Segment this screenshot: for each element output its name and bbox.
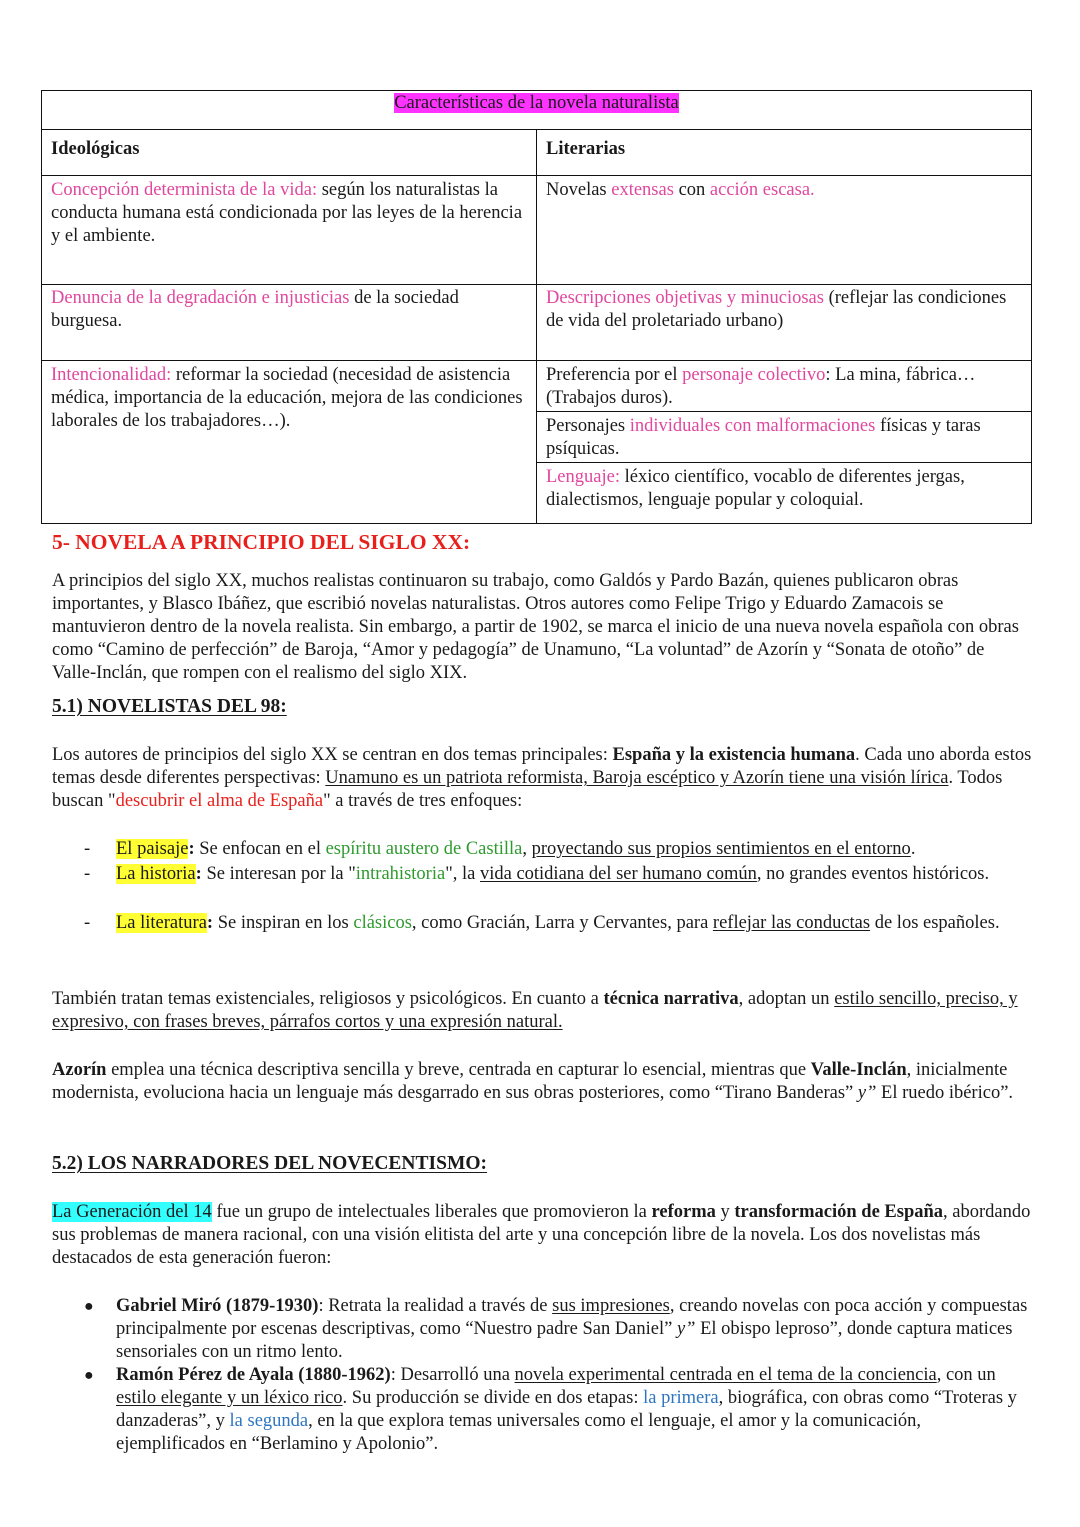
cell-text: Preferencia por el bbox=[546, 365, 683, 385]
underlined-text: reflejar las conductas bbox=[712, 913, 871, 933]
highlighted-text: El paisaje bbox=[116, 839, 189, 859]
bold-text: : bbox=[188, 839, 195, 859]
cell-text: según los naturalistas la conducta humana está condicionada por las leyes de la herencia y el ambiente. bbox=[51, 180, 523, 246]
text: " a través de tres enfoques: bbox=[323, 791, 523, 811]
bold-text: técnica narrativa bbox=[603, 989, 739, 1009]
section-52-paragraph-1 bbox=[52, 1201, 1032, 1270]
cell-keyword: Lenguaje: bbox=[546, 467, 620, 487]
bold-text: España y la existencia humana bbox=[612, 745, 856, 765]
green-text: clásicos bbox=[353, 913, 412, 933]
cell-keyword: personaje colectivo bbox=[682, 365, 826, 385]
text: de los españoles. bbox=[870, 913, 1000, 933]
text: ", la bbox=[445, 864, 480, 884]
cell-text: reformar la sociedad (necesidad de asistencia médica, importancia de la educación, mejora de las condiciones laborales de los trabajadores…). bbox=[51, 365, 523, 431]
bullet-marker: ● bbox=[84, 1367, 94, 1384]
bullet-marker: ● bbox=[84, 1298, 94, 1315]
text: , en la que explora temas universales como el lenguaje, el amor y la comunicación, ejemplificados en “Berlamino y Apolonio”. bbox=[116, 1411, 921, 1454]
cell-keyword: Intencionalidad: bbox=[51, 365, 172, 385]
bold-text: transformación de España bbox=[734, 1202, 944, 1222]
text: emplea una técnica descriptiva sencilla y breve, centrada en capturar lo esencial, mientras que bbox=[106, 1060, 811, 1080]
section-51-paragraph-1 bbox=[52, 744, 1032, 813]
section-51-heading: 5.1) NOVELISTAS DEL 98: bbox=[52, 696, 287, 717]
paragraph bbox=[52, 1059, 1032, 1105]
bold-text: Azorín bbox=[52, 1060, 107, 1080]
text: . Su producción se divide en dos etapas: bbox=[342, 1388, 644, 1408]
underlined-text: sus impresiones bbox=[552, 1296, 670, 1316]
cell-text: : La mina, fábrica… (Trabajos duros). bbox=[546, 365, 976, 408]
underlined-text: vida cotidiana del ser humano común bbox=[479, 864, 757, 884]
text: , inicialmente modernista, evoluciona hacia un lenguaje más desgarrado en sus obras posteriores, como “Tirano Banderas” bbox=[52, 1060, 1008, 1103]
table-cell bbox=[537, 361, 1032, 412]
underlined-text: proyectando sus propios sentimientos en el entorno bbox=[531, 839, 911, 859]
paragraph bbox=[52, 744, 1032, 813]
dash-marker: - bbox=[84, 913, 91, 933]
bold-text: Gabriel Miró (1879-1930) bbox=[116, 1296, 319, 1316]
table-cell bbox=[537, 176, 1032, 285]
section-52-heading: 5.2) LOS NARRADORES DEL NOVECENTISMO: bbox=[52, 1153, 488, 1174]
section-5-heading-block bbox=[52, 531, 1032, 554]
cell-text: Personajes bbox=[546, 416, 630, 436]
cell-keyword: individuales con malformaciones bbox=[629, 416, 876, 436]
cell-keyword: Descripciones objetivas y minuciosas bbox=[546, 288, 824, 308]
blue-text: la primera bbox=[643, 1388, 719, 1408]
cell-text: Novelas bbox=[546, 180, 612, 200]
highlighted-text: La Generación del 14 bbox=[52, 1202, 212, 1222]
cell-text: de la sociedad burguesa. bbox=[51, 288, 459, 331]
text: fue un grupo de intelectuales liberales que promovieron la bbox=[211, 1202, 652, 1222]
text: , creando novelas con poca acción y compuestas principalmente por escenas descriptivas, como “Nuestro padre San Daniel” bbox=[116, 1296, 1028, 1339]
section-5-heading: 5- NOVELA A PRINCIPIO DEL SIGLO XX: bbox=[52, 530, 471, 554]
red-text: descubrir el alma de España bbox=[115, 791, 324, 811]
table-caption-cell bbox=[42, 91, 1032, 130]
text: : Retrata la realidad a través de bbox=[318, 1296, 553, 1316]
list-item bbox=[52, 838, 1032, 861]
list-item bbox=[52, 912, 1032, 935]
bold-text: Ramón Pérez de Ayala (1880-1962) bbox=[116, 1365, 391, 1385]
section-5-intro bbox=[52, 570, 1032, 685]
bold-text: : bbox=[206, 913, 214, 933]
text: , como Gracián, Larra y Cervantes, para bbox=[411, 913, 713, 933]
text: El obispo leproso”, donde captura matices sensoriales con un ritmo lento. bbox=[116, 1319, 1013, 1362]
text: , biográfica, con obras como “Troteras y danzaderas”, y bbox=[116, 1388, 1017, 1431]
underlined-text: estilo elegante y un léxico rico bbox=[116, 1388, 343, 1408]
list-item bbox=[52, 863, 1032, 886]
section-5-paragraph: A principios del siglo XX, muchos realistas continuaron su trabajo, como Galdós y Pardo Bazán, quienes publicaron obras importantes, y Blasco Ibáñez, que escribió novelas naturalistas. Otros autores como Felipe Trigo y Eduardo Zamacois se mantuvieron dentro de la novela realista. Sin embargo, a partir de 1902, se marca el inicio de una nueva novela española con obras como “Camino de perfección” de Baroja, “Amor y pedagogía” de Unamuno, “La voluntad” de Azorín y “Sonata de otoño” de Valle-Inclán, que rompen con el realismo del siglo XIX. bbox=[52, 571, 1019, 683]
cell-text: físicas y taras psíquicas. bbox=[546, 416, 981, 459]
table-cell bbox=[42, 361, 537, 524]
text: , abordando sus problemas de manera racional, con una visión elitista del arte y una concepción libre de la novela. Los dos novelistas más destacados de esta generación fueron: bbox=[52, 1202, 1031, 1268]
section-51-heading-block bbox=[52, 695, 1032, 718]
text: , bbox=[522, 839, 532, 859]
text: . Todos buscan " bbox=[52, 768, 1003, 811]
text: , con un bbox=[936, 1365, 996, 1385]
bold-text: reforma bbox=[651, 1202, 716, 1222]
green-text: espíritu austero de Castilla bbox=[325, 839, 523, 859]
section-51-paragraph-2 bbox=[52, 988, 1032, 1034]
cell-text: con bbox=[673, 180, 710, 200]
table-cell bbox=[537, 285, 1032, 361]
underlined-text: estilo sencillo, preciso, y expresivo, con frases breves, párrafos cortos y una expresión natural. bbox=[52, 989, 1018, 1032]
blue-text: la segunda bbox=[229, 1411, 309, 1431]
text: El ruedo ibérico”. bbox=[876, 1083, 1014, 1103]
italic-text: y” bbox=[676, 1319, 696, 1339]
dash-marker: - bbox=[84, 839, 91, 859]
list-item bbox=[52, 1295, 1032, 1364]
highlighted-text: La literatura bbox=[116, 913, 207, 933]
col-header-ideologicas: Ideológicas bbox=[42, 130, 537, 176]
text: . Cada uno aborda estos temas desde diferentes perspectivas: bbox=[52, 745, 1032, 788]
cell-keyword: Denuncia de la degradación e injusticias bbox=[51, 288, 350, 308]
table-caption: Características de la novela naturalista bbox=[394, 93, 679, 113]
green-text: intrahistoria bbox=[355, 864, 446, 884]
cell-keyword: Concepción determinista de la vida: bbox=[51, 180, 318, 200]
cell-keyword: acción escasa. bbox=[709, 180, 815, 200]
text: Los autores de principios del siglo XX se centran en dos temas principales: bbox=[52, 745, 613, 765]
text: Se enfocan en el bbox=[194, 839, 326, 859]
paragraph bbox=[52, 988, 1032, 1034]
text: , no grandes eventos históricos. bbox=[756, 864, 990, 884]
text: Se inspiran en los bbox=[213, 913, 354, 933]
table-cell bbox=[42, 285, 537, 361]
underlined-text: novela experimental centrada en el tema de la conciencia bbox=[514, 1365, 937, 1385]
col-header-literarias: Literarias bbox=[537, 130, 1032, 176]
underlined-text: Unamuno es un patriota reformista, Baroja escéptico y Azorín tiene una visión lírica bbox=[325, 768, 949, 788]
cell-keyword: extensas bbox=[611, 180, 674, 200]
section-52-heading-block bbox=[52, 1152, 1032, 1175]
table-cell bbox=[537, 412, 1032, 463]
text: . bbox=[910, 839, 916, 859]
paragraph bbox=[52, 1201, 1032, 1270]
bold-text: : bbox=[195, 864, 202, 884]
bold-text: Valle-Inclán bbox=[810, 1060, 907, 1080]
text: Se interesan por la " bbox=[201, 864, 356, 884]
italic-text: y” bbox=[857, 1083, 877, 1103]
list-item bbox=[52, 1364, 1032, 1456]
highlighted-text: La historia bbox=[116, 864, 196, 884]
text: También tratan temas existenciales, religiosos y psicológicos. En cuanto a bbox=[52, 989, 604, 1009]
dash-marker: - bbox=[84, 864, 91, 884]
cell-text: (reflejar las condiciones de vida del proletariado urbano) bbox=[546, 288, 1007, 331]
section-51-paragraph-3 bbox=[52, 1059, 1032, 1105]
cell-text: léxico científico, vocablo de diferentes jergas, dialectismos, lenguaje popular y coloquial. bbox=[546, 467, 965, 510]
table-cell bbox=[537, 463, 1032, 524]
text: , adoptan un bbox=[738, 989, 835, 1009]
naturalist-novel-table bbox=[41, 90, 1032, 524]
text: y bbox=[715, 1202, 735, 1222]
text: : Desarrolló una bbox=[390, 1365, 515, 1385]
table-cell bbox=[42, 176, 537, 285]
